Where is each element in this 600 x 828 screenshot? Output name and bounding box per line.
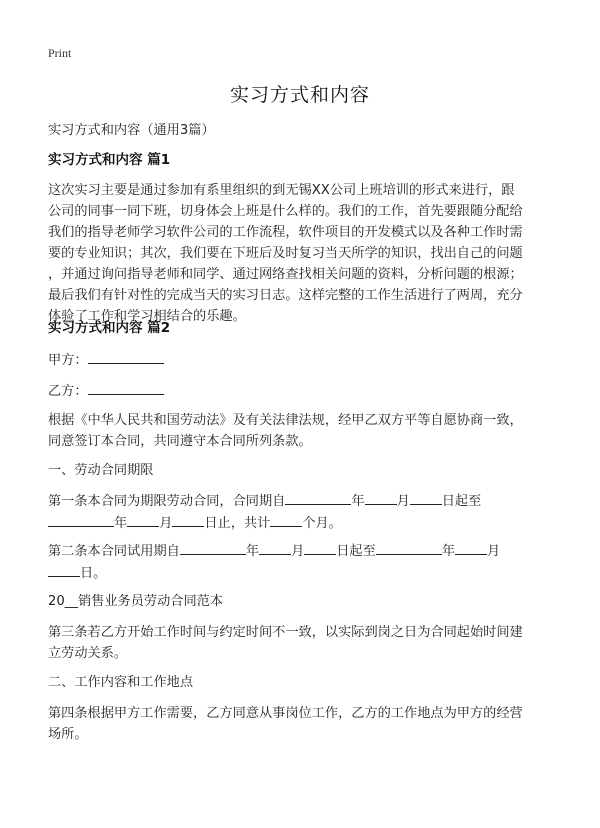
- document-title: 实习方式和内容: [229, 84, 370, 106]
- paragraph-line: 第四条根据甲方工作需要，乙方同意从事岗位工作，乙方的工作地点为甲方的经营: [48, 706, 523, 721]
- blank-year: [376, 540, 442, 555]
- blank-month: [127, 512, 159, 527]
- months-total-label: 个月。: [302, 516, 342, 531]
- paragraph-line: 最后我们有针对性的完成当天的实习日志。这样完整的工作生活进行了两周，充分: [48, 288, 523, 303]
- section1-paragraph: [48, 180, 558, 327]
- section2-heading: 实习方式和内容 篇2: [48, 320, 171, 336]
- blank-year: [48, 512, 114, 527]
- part1-heading: 一、劳动合同期限: [48, 463, 154, 478]
- month-label: 月: [396, 494, 410, 509]
- article1: [48, 490, 558, 534]
- paragraph-line: 我们的指导老师学习软件公司的工作流程，软件项目的开发模式以及各种工作时需: [48, 225, 523, 240]
- paragraph-line: 体验了工作和学习相结合的乐趣。: [48, 309, 246, 324]
- article1-prefix: 第一条本合同为期限劳动合同，合同期自: [48, 494, 286, 509]
- print-label: Print: [48, 46, 72, 60]
- blank-year: [180, 540, 246, 555]
- month-label: 月: [487, 544, 501, 559]
- day-from-label: 日起至: [336, 544, 376, 559]
- article3: [48, 622, 558, 664]
- blank-month: [365, 490, 397, 505]
- blank-year: [285, 490, 351, 505]
- part2-heading: 二、工作内容和工作地点: [48, 675, 194, 690]
- year-label: 年: [351, 494, 365, 509]
- blank-day: [304, 540, 336, 555]
- article4: [48, 703, 558, 745]
- article2-prefix: 第二条本合同试用期自: [48, 544, 180, 559]
- contract-intro: [48, 410, 558, 452]
- document-subtitle: 实习方式和内容（通用3篇）: [48, 123, 215, 138]
- paragraph-line: 根据《中华人民共和国劳动法》及有关法律法规，经甲乙双方平等自愿协商一致，: [48, 413, 523, 428]
- party-a-blank: [88, 349, 164, 364]
- blank-day: [48, 562, 80, 577]
- party-b-label: 乙方：: [48, 384, 88, 399]
- paragraph-line: 场所。: [48, 727, 88, 742]
- template-title: 20__销售业务员劳动合同范本: [48, 594, 224, 609]
- blank-day: [410, 490, 442, 505]
- day-from-label: 日起至: [441, 494, 482, 509]
- section1-heading: 实习方式和内容 篇1: [48, 152, 171, 168]
- paragraph-line: 公司的同事一同下班，切身体会上班是什么样的。我们的工作，首先要跟随分配给: [48, 204, 523, 219]
- month-label: 月: [291, 544, 305, 559]
- party-b-row: [48, 380, 558, 402]
- paragraph-line: 立劳动关系。: [48, 646, 128, 661]
- year-label: 年: [245, 544, 260, 559]
- party-a-label: 甲方：: [48, 353, 88, 368]
- year-label: 年: [114, 516, 128, 531]
- article2: [48, 540, 558, 584]
- year-label: 年: [441, 544, 455, 559]
- paragraph-line: ，并通过询问指导老师和同学、通过网络查找相关问题的资料，分析问题的根源；: [48, 267, 523, 282]
- paragraph-line: 这次实习主要是通过参加有系里组织的到无锡XX公司上班培训的形式来进行，跟: [48, 183, 515, 198]
- blank-month: [455, 540, 487, 555]
- day-end-label: 日。: [80, 566, 107, 581]
- party-b-blank: [88, 380, 164, 395]
- blank-month: [259, 540, 291, 555]
- paragraph-line: 要的专业知识；其次，我们要在下班后及时复习当天所学的知识，找出自己的问题: [48, 246, 523, 261]
- party-a-row: [48, 349, 558, 371]
- day-to-label: 日止，共计: [204, 516, 271, 531]
- month-label: 月: [159, 516, 173, 531]
- blank-months: [270, 512, 302, 527]
- paragraph-line: 同意签订本合同，共同遵守本合同所列条款。: [48, 434, 312, 449]
- paragraph-line: 第三条若乙方开始工作时间与约定时间不一致，以实际到岗之日为合同起始时间建: [48, 625, 523, 640]
- blank-day: [172, 512, 204, 527]
